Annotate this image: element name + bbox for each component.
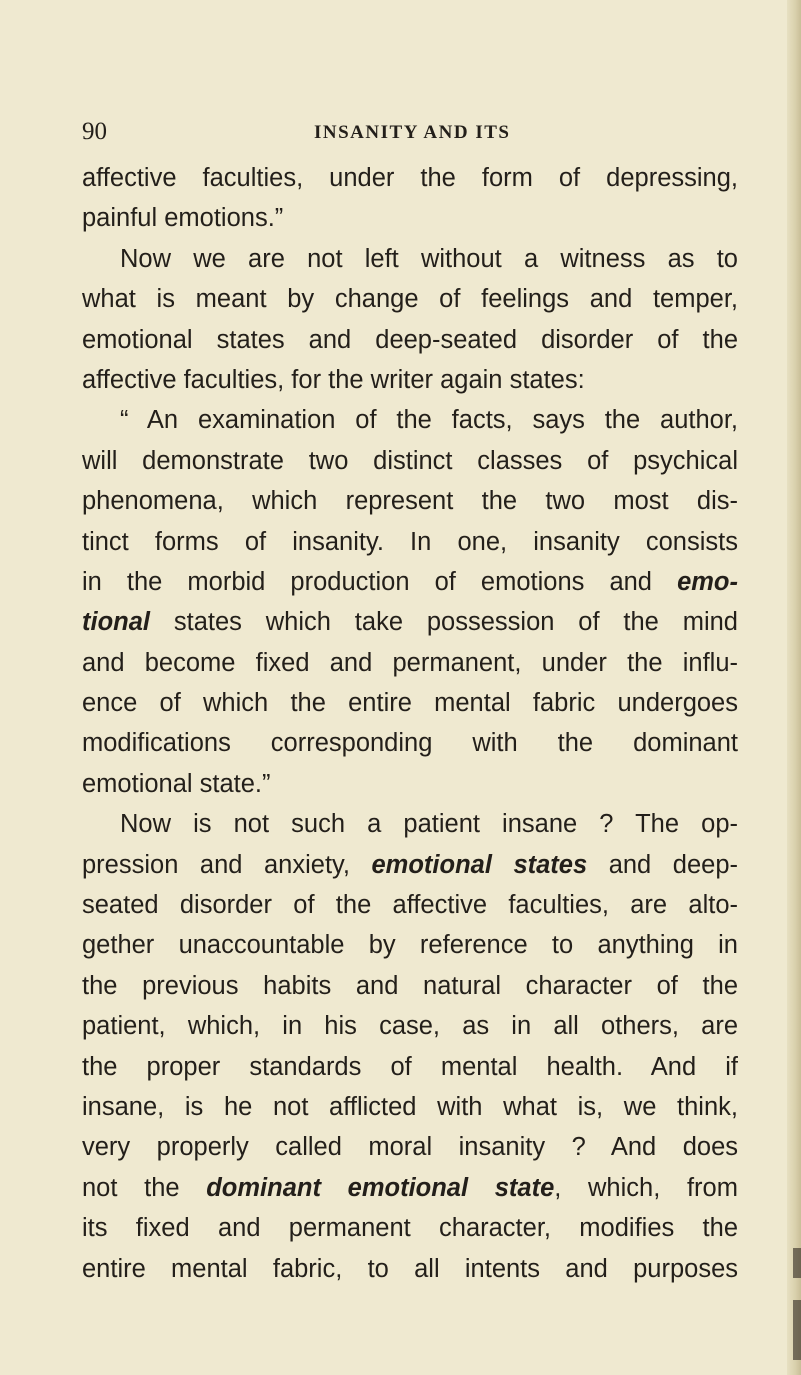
text-line: phenomena, which represent the two most dis- <box>82 487 738 516</box>
text-line: and become fixed and permanent, under the influ- <box>82 648 738 677</box>
text-run: in the morbid production of emotions and <box>82 567 678 596</box>
text-line: the proper standards of mental health. And if <box>82 1052 738 1081</box>
text-line: Now is not such a patient insane ? The op- <box>120 810 738 839</box>
text-run: and deep- <box>587 850 738 879</box>
text-line: modifications corresponding with the dominant <box>82 729 738 758</box>
text-line: ence of which the entire mental fabric undergoes <box>82 689 738 718</box>
text-line: emotional state.” <box>82 769 271 798</box>
text-line: patient, which, in his case, as in all others, are <box>82 1012 738 1041</box>
page-edge-mark <box>793 1248 801 1278</box>
text-line: what is meant by change of feelings and temper, <box>82 285 738 314</box>
text-line: “ An examination of the facts, says the author, <box>120 406 738 435</box>
page-header <box>82 118 734 148</box>
text-line: emotional states and deep-seated disorder of the <box>82 325 738 354</box>
body-text <box>82 158 738 1289</box>
text-line: painful emotions.” <box>82 204 284 233</box>
text-line: affective faculties, for the writer again states: <box>82 365 585 394</box>
text-line: affective faculties, under the form of depressing, <box>82 164 738 192</box>
text-run: , which, from <box>554 1173 738 1202</box>
running-head: INSANITY AND ITS <box>314 122 511 143</box>
page-number: 90 <box>82 118 107 145</box>
text-line: very properly called moral insanity ? And does <box>82 1133 738 1162</box>
text-line: gether unaccountable by reference to anything in <box>82 931 738 960</box>
text-run: states which take possession of the mind <box>150 608 738 637</box>
text-line: entire mental fabric, to all intents and purposes <box>82 1254 738 1283</box>
text-line: Now we are not left without a witness as to <box>120 244 738 273</box>
text-line: the previous habits and natural character of the <box>82 971 738 1000</box>
text-line: insane, is he not afflicted with what is, we think, <box>82 1092 738 1121</box>
emphasis-text: emotional states <box>371 850 588 879</box>
text-line <box>82 845 738 885</box>
text-line <box>82 562 738 602</box>
emphasis-text: tional <box>82 608 150 637</box>
text-run: pression and anxiety, <box>82 850 372 879</box>
text-line: tinct forms of insanity. In one, insanity consists <box>82 527 738 556</box>
text-line <box>82 1168 738 1208</box>
text-line: will demonstrate two distinct classes of psychical <box>82 446 738 475</box>
page-edge <box>787 0 801 1375</box>
text-line: its fixed and permanent character, modifies the <box>82 1214 738 1243</box>
page-edge-mark <box>793 1300 801 1360</box>
emphasis-text: emo- <box>677 567 738 596</box>
text-run: not the <box>82 1173 207 1202</box>
text-line <box>82 602 738 642</box>
emphasis-text: dominant emotional state <box>206 1173 555 1202</box>
text-line: seated disorder of the affective faculties, are alto- <box>82 891 738 920</box>
